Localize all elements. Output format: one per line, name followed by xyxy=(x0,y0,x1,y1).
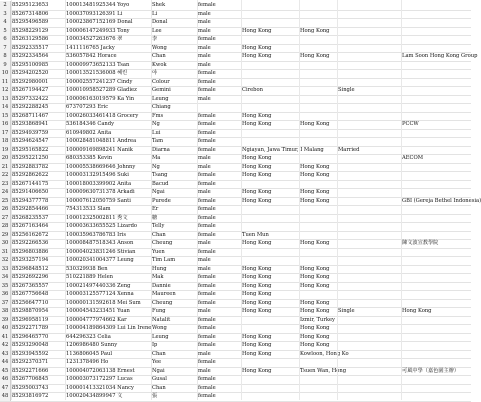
id-name-cell[interactable]: 100010958527289 Gladiez xyxy=(66,87,137,93)
surname-cell[interactable]: Tam xyxy=(152,138,164,144)
surname-cell[interactable]: Ip xyxy=(152,342,158,348)
phone-cell[interactable]: 85292862622 xyxy=(12,172,49,178)
gender-cell[interactable]: female xyxy=(198,316,216,323)
location-cell[interactable]: Hong Kong xyxy=(242,172,272,178)
row-number[interactable]: 29 xyxy=(0,231,11,240)
id-name-cell[interactable]: 100002557241237 Cindy xyxy=(66,78,133,85)
id-name-cell[interactable]: 100006147249933 Tony xyxy=(66,27,130,34)
id-name-cell[interactable]: 1411116765 Jacky xyxy=(66,44,115,51)
location-cell[interactable]: Hong Kong xyxy=(242,189,272,195)
location-cell[interactable]: Hong Kong xyxy=(242,197,272,204)
location-cell[interactable]: Hong Kong xyxy=(242,308,272,314)
row-number[interactable]: 41 xyxy=(0,333,11,342)
surname-cell[interactable]: Ng xyxy=(152,163,160,170)
row-number[interactable]: 13 xyxy=(0,95,11,104)
gender-cell[interactable]: female xyxy=(198,129,216,136)
phone-cell[interactable]: 85268711467 xyxy=(12,112,49,119)
row-number[interactable]: 21 xyxy=(0,163,11,172)
phone-cell[interactable]: 85267365557 xyxy=(12,282,49,289)
phone-cell[interactable]: 85294624547 xyxy=(12,138,49,144)
phone-cell[interactable]: 85296803886 xyxy=(12,248,49,255)
surname-cell[interactable]: Ngai xyxy=(152,367,165,374)
phone-cell[interactable]: 85292854466 xyxy=(12,206,49,212)
surname-cell[interactable]: Er xyxy=(152,206,159,212)
row-number[interactable]: 35 xyxy=(0,282,11,291)
surname-cell[interactable]: Lee xyxy=(152,27,162,34)
phone-cell[interactable]: 85291406650 xyxy=(12,189,49,195)
location-cell[interactable]: Hong Kong xyxy=(242,265,272,272)
row-number[interactable]: 31 xyxy=(0,248,11,257)
location-cell[interactable]: Hong Kong xyxy=(242,299,272,306)
column-gridline xyxy=(197,0,198,400)
surname-cell[interactable]: Shek xyxy=(152,2,166,8)
surname-cell[interactable]: Yee xyxy=(152,359,162,365)
id-name-cell[interactable]: 100012325002811 秀文 xyxy=(66,214,128,221)
gender-cell[interactable]: male xyxy=(198,308,211,314)
id-name-cell[interactable]: 100003125577124 Xenna xyxy=(66,291,134,297)
row-number[interactable]: 45 xyxy=(0,367,11,376)
phone-cell[interactable]: 85295496589 xyxy=(12,19,49,25)
gender-cell[interactable]: female xyxy=(198,206,216,212)
phone-cell[interactable]: 85267314806 xyxy=(12,10,49,17)
surname-cell[interactable]: Cheung xyxy=(152,299,173,306)
phone-cell[interactable]: 85292271789 xyxy=(12,325,49,331)
row-number[interactable]: 16 xyxy=(0,120,11,129)
row-number[interactable]: 33 xyxy=(0,265,11,274)
row-number[interactable]: 39 xyxy=(0,316,11,325)
hometown-cell[interactable]: Kowloon, Hong Ko xyxy=(300,350,349,357)
gender-cell[interactable]: male xyxy=(198,257,211,263)
id-name-cell[interactable]: 100009973652133 Tsan xyxy=(66,61,130,68)
id-name-cell[interactable]: 100026033461418 Grocery xyxy=(66,112,139,119)
gender-cell[interactable]: male xyxy=(198,163,211,170)
phone-cell[interactable]: 85292883782 xyxy=(12,163,49,170)
workplace-cell[interactable]: Hong Kong xyxy=(402,308,432,314)
gender-cell[interactable]: female xyxy=(198,180,216,187)
phone-cell[interactable]: 85295221250 xyxy=(12,155,49,161)
phone-cell[interactable]: 85292288245 xyxy=(12,104,49,110)
surname-cell[interactable]: Dannie xyxy=(152,282,171,289)
hometown-cell[interactable]: Hong Kong xyxy=(300,299,330,306)
phone-cell[interactable]: 85293816972 xyxy=(12,393,49,399)
phone-cell[interactable]: 85293290048 xyxy=(12,342,49,348)
surname-cell[interactable]: Yuen xyxy=(152,248,165,255)
id-name-cell[interactable]: 680353385 Kevin xyxy=(66,155,113,161)
id-name-cell[interactable]: 100008487518343 Anson xyxy=(66,240,134,246)
id-name-cell[interactable]: 100004189864309 Lui Lin Irene xyxy=(66,325,152,331)
hometown-cell[interactable]: Hong Kong xyxy=(300,325,330,331)
id-name-cell[interactable]: 644296323 Celia xyxy=(66,333,111,340)
gender-cell[interactable]: male xyxy=(198,61,211,68)
hometown-cell[interactable]: Izmir, Turkey xyxy=(300,316,335,323)
phone-cell[interactable]: 85292370371 xyxy=(12,359,49,365)
row-number[interactable]: 2 xyxy=(0,1,11,10)
surname-cell[interactable]: Purede xyxy=(152,197,171,204)
workplace-cell[interactable]: Lam Soon Hong Kong Group xyxy=(402,53,478,59)
row-number[interactable]: 40 xyxy=(0,324,11,333)
gender-cell[interactable]: female xyxy=(198,248,216,255)
row-number[interactable]: 10 xyxy=(0,69,11,78)
phone-cell[interactable]: 85256162672 xyxy=(12,231,49,238)
row-number[interactable]: 43 xyxy=(0,350,11,359)
hometown-cell[interactable]: Hong Kong xyxy=(300,172,330,178)
phone-cell[interactable]: 85297332422 xyxy=(12,95,49,102)
hometown-cell[interactable]: Hong Kong xyxy=(300,53,330,59)
surname-cell[interactable]: Lui xyxy=(152,129,161,136)
row-number[interactable]: 20 xyxy=(0,154,11,163)
hometown-cell[interactable]: Hong Kong xyxy=(300,197,330,204)
id-name-cell[interactable]: 100023867152169 Donal xyxy=(66,19,133,25)
workplace-cell[interactable]: 陳文波宣教學院 xyxy=(402,240,439,246)
gender-cell[interactable]: female xyxy=(198,393,216,399)
gender-cell[interactable]: male xyxy=(198,44,211,51)
surname-cell[interactable]: Chan xyxy=(152,384,166,391)
phone-cell[interactable]: 85292271666 xyxy=(12,367,49,374)
id-name-cell[interactable]: 100020434899947 文 xyxy=(66,393,123,399)
column-gridline xyxy=(65,0,66,400)
gender-cell[interactable]: male xyxy=(198,95,211,102)
location-cell[interactable]: Hong Kong xyxy=(242,240,272,246)
gender-cell[interactable]: female xyxy=(198,112,216,119)
surname-cell[interactable]: Wong xyxy=(152,325,167,331)
location-cell[interactable]: Hong Kong xyxy=(242,274,272,280)
surname-cell[interactable]: Mak xyxy=(152,274,164,280)
id-name-cell[interactable]: 100013521536008 혜린 xyxy=(66,70,128,76)
row-number[interactable]: 37 xyxy=(0,299,11,308)
row-number[interactable]: 11 xyxy=(0,78,11,87)
gender-cell[interactable]: female xyxy=(198,274,216,280)
location-cell[interactable]: Hong Kong xyxy=(242,163,272,170)
gender-cell[interactable]: female xyxy=(198,78,216,85)
surname-cell[interactable]: Fms xyxy=(152,112,164,119)
id-name-cell[interactable]: 100001413321034 Nancy xyxy=(66,384,134,391)
surname-cell[interactable]: Telly xyxy=(152,223,165,229)
row-number[interactable]: 8 xyxy=(0,52,11,61)
phone-cell[interactable]: 85267163464 xyxy=(12,223,49,229)
id-name-cell[interactable]: 100007612050759 Santi xyxy=(66,197,131,204)
row-number[interactable]: 5 xyxy=(0,27,11,36)
hometown-cell[interactable]: Hong Kong xyxy=(300,163,330,170)
id-name-cell[interactable]: 536184346 Candy xyxy=(66,121,115,127)
row-number[interactable]: 46 xyxy=(0,375,11,384)
phone-cell[interactable]: 85295003743 xyxy=(12,384,49,391)
id-name-cell[interactable]: 1206986480 Sunny xyxy=(66,342,118,348)
surname-cell[interactable]: Li xyxy=(152,10,158,17)
phone-cell[interactable]: 85293868941 xyxy=(12,121,49,127)
surname-cell[interactable]: Ng xyxy=(152,121,160,127)
location-cell[interactable]: Cirebon xyxy=(242,87,263,93)
surname-cell[interactable]: 糖 xyxy=(152,214,158,221)
workplace-cell[interactable]: AECOM xyxy=(402,155,424,161)
id-name-cell[interactable]: 610949802 Anita xyxy=(66,129,112,136)
row-number[interactable]: 26 xyxy=(0,205,11,214)
phone-cell[interactable]: 85268235537 xyxy=(12,214,49,221)
id-name-cell[interactable]: 1231378496 Ho xyxy=(66,359,109,365)
row-number[interactable]: 42 xyxy=(0,341,11,350)
gender-cell[interactable]: female xyxy=(198,291,216,297)
relationship-cell[interactable]: Married xyxy=(338,146,360,153)
gender-cell[interactable]: female xyxy=(198,231,216,238)
phone-cell[interactable]: 85294202520 xyxy=(12,70,49,76)
column-gridline xyxy=(151,0,152,400)
row-number[interactable]: 24 xyxy=(0,188,11,197)
surname-cell[interactable]: Chan xyxy=(152,231,166,238)
gender-cell[interactable]: female xyxy=(198,2,216,8)
id-name-cell[interactable]: 100018003399902 Anita xyxy=(66,180,132,187)
row-number[interactable]: 6 xyxy=(0,35,11,44)
id-name-cell[interactable]: 530329938 Ben xyxy=(66,265,108,272)
row-number[interactable]: 22 xyxy=(0,171,11,180)
workplace-cell[interactable]: GBI (Gereja Bethel Indonesia) xyxy=(402,197,481,204)
row-number[interactable]: 12 xyxy=(0,86,11,95)
location-cell[interactable]: Hong Kong xyxy=(242,112,272,119)
id-name-cell[interactable]: 100004543233451 Yuan xyxy=(66,308,130,314)
gender-cell[interactable]: male xyxy=(198,53,211,59)
location-cell[interactable]: Hong Kong xyxy=(242,121,272,127)
row-number[interactable]: 14 xyxy=(0,103,11,112)
surname-cell[interactable]: Tim Lam xyxy=(152,257,176,263)
surname-cell[interactable]: Tsang xyxy=(152,172,168,178)
gender-cell[interactable]: female xyxy=(198,376,216,382)
surname-cell[interactable]: Bacud xyxy=(152,180,169,187)
column-gridline xyxy=(299,0,300,400)
phone-cell[interactable]: 85294939759 xyxy=(12,129,49,136)
row-number[interactable]: 18 xyxy=(0,137,11,146)
gender-cell[interactable]: female xyxy=(198,333,216,340)
gender-cell[interactable]: female xyxy=(198,325,216,331)
id-name-cell[interactable]: 100004072063138 Ernest xyxy=(66,367,135,374)
id-name-cell[interactable]: 100003633655525 Lizardo xyxy=(66,223,138,229)
row-number[interactable]: 17 xyxy=(0,129,11,138)
surname-cell[interactable]: Ngai xyxy=(152,189,165,195)
gender-cell[interactable]: male xyxy=(198,19,211,25)
gender-cell[interactable]: female xyxy=(198,299,216,306)
phone-cell[interactable]: 85298870954 xyxy=(12,308,49,314)
gender-cell[interactable]: female xyxy=(198,197,216,204)
gender-cell[interactable]: male xyxy=(198,367,211,374)
surname-cell[interactable]: Wong xyxy=(152,44,167,51)
hometown-cell[interactable]: Hong Kong xyxy=(300,333,330,340)
row-number[interactable]: 23 xyxy=(0,180,11,189)
phone-cell[interactable]: 85267756648 xyxy=(12,291,49,297)
gender-cell[interactable]: female xyxy=(198,214,216,221)
id-name-cell[interactable]: 100004023831246 Stivian xyxy=(66,248,136,255)
id-name-cell[interactable]: 100005538669646 Johnny xyxy=(66,163,136,170)
row-number[interactable]: 15 xyxy=(0,112,11,121)
phone-cell[interactable]: 85295123653 xyxy=(12,2,49,8)
surname-cell[interactable]: Gusal xyxy=(152,376,167,382)
location-cell[interactable]: Hong Kong xyxy=(242,342,272,348)
row-number[interactable]: 9 xyxy=(0,61,11,70)
id-name-cell[interactable]: 1136806045 Paul xyxy=(66,350,113,357)
gender-cell[interactable]: female xyxy=(198,342,216,348)
gender-cell[interactable]: female xyxy=(198,121,216,127)
id-name-cell[interactable]: 100037093126391 Li xyxy=(66,10,123,17)
phone-cell[interactable]: 85298229129 xyxy=(12,27,49,34)
row-number[interactable]: 19 xyxy=(0,146,11,155)
id-name-cell[interactable]: 100003073172297 Lucas xyxy=(66,376,133,382)
hometown-cell[interactable]: Hong Kong xyxy=(300,240,330,246)
surname-cell[interactable]: Ma xyxy=(152,155,161,161)
phone-cell[interactable]: 85292980001 xyxy=(12,78,49,85)
row-number[interactable]: 38 xyxy=(0,307,11,316)
row-gridline xyxy=(0,401,471,402)
phone-cell[interactable]: 85295165822 xyxy=(12,146,49,153)
id-name-cell[interactable]: 100009169898241 Nanik xyxy=(66,146,133,153)
phone-cell[interactable]: 85292334564 xyxy=(12,53,49,59)
location-cell[interactable]: Hong Kong xyxy=(242,27,272,34)
workplace-cell[interactable]: PCCW xyxy=(402,121,419,127)
gender-cell[interactable]: female xyxy=(198,146,216,153)
surname-cell[interactable]: 李 xyxy=(152,36,158,42)
id-name-cell[interactable]: 100028481048811 Andrea xyxy=(66,138,137,144)
id-name-cell[interactable]: 100034527263676 翠 xyxy=(66,36,123,42)
phone-cell[interactable]: 85296958119 xyxy=(12,316,49,323)
row-number[interactable]: 3 xyxy=(0,10,11,19)
surname-cell[interactable]: Gemini xyxy=(152,87,171,93)
row-number[interactable]: 7 xyxy=(0,44,11,53)
gender-cell[interactable]: male xyxy=(198,265,211,272)
row-number[interactable]: 4 xyxy=(0,18,11,27)
phone-cell[interactable]: 85293257194 xyxy=(12,257,49,263)
surname-cell[interactable]: 張 xyxy=(152,393,158,399)
gender-cell[interactable]: female xyxy=(198,384,216,391)
location-cell[interactable]: Hong Kong xyxy=(242,44,272,51)
row-number[interactable]: 48 xyxy=(0,392,11,401)
gender-cell[interactable]: male xyxy=(198,189,211,195)
column-gridline xyxy=(11,0,12,400)
id-name-cell[interactable]: 673707293 Eric xyxy=(66,104,109,110)
row-number[interactable]: 36 xyxy=(0,290,11,299)
id-name-cell[interactable]: 100020341004377 Leung xyxy=(66,257,134,263)
id-name-cell[interactable]: 100004777974662 Kar xyxy=(66,316,127,323)
phone-cell[interactable]: 85293945592 xyxy=(12,350,49,357)
location-cell[interactable]: Hong Kong xyxy=(242,350,272,357)
gender-cell[interactable]: female xyxy=(198,223,216,229)
phone-cell[interactable]: 85294377778 xyxy=(12,197,49,204)
row-number[interactable]: 47 xyxy=(0,384,11,393)
hometown-cell[interactable]: Hong Kong xyxy=(300,265,330,272)
phone-cell[interactable]: 85267194427 xyxy=(12,87,49,93)
location-cell[interactable]: Hong Kong xyxy=(242,53,272,59)
phone-cell[interactable]: 85292335517 xyxy=(12,44,49,51)
phone-cell[interactable]: 85296465770 xyxy=(12,333,49,340)
workplace-cell[interactable]: 可風中學（嘉色園主辦） xyxy=(402,367,460,374)
row-number[interactable]: 34 xyxy=(0,273,11,282)
id-name-cell[interactable]: 510221889 Helen xyxy=(66,274,114,280)
id-name-cell[interactable]: 100006163019579 Ka Yin xyxy=(66,95,135,102)
hometown-cell[interactable]: Hong Kong xyxy=(300,274,330,280)
gender-cell[interactable]: male xyxy=(198,27,211,34)
surname-cell[interactable]: Chiang xyxy=(152,104,171,110)
hometown-cell[interactable]: Tsuen Wan, Hong xyxy=(300,367,347,374)
location-cell[interactable]: Hong Kong xyxy=(242,155,272,161)
phone-cell[interactable]: 85295100985 xyxy=(12,61,49,68)
location-cell[interactable]: Ngiayan, Jawa Timur, I Malang xyxy=(242,146,324,153)
column-gridline xyxy=(401,0,402,400)
phone-cell[interactable]: 85292266536 xyxy=(12,240,49,246)
hometown-cell[interactable]: Hong Kong xyxy=(300,308,330,314)
hometown-cell[interactable]: Hong Kong xyxy=(300,342,330,348)
gender-cell[interactable]: female xyxy=(198,359,216,365)
surname-cell[interactable]: Colour xyxy=(152,78,170,85)
location-cell[interactable]: Hong Kong xyxy=(242,282,272,289)
surname-cell[interactable]: Diarna xyxy=(152,146,170,153)
relationship-cell[interactable]: Single xyxy=(338,87,355,93)
location-cell[interactable]: Hong Kong xyxy=(242,333,272,340)
gender-cell[interactable]: female xyxy=(198,87,216,93)
row-number[interactable]: 27 xyxy=(0,214,11,223)
hometown-cell[interactable]: Hong Kong xyxy=(300,27,330,34)
id-name-cell[interactable]: 100013481925344 Yoyo xyxy=(66,2,130,8)
gender-cell[interactable]: male xyxy=(198,240,211,246)
gender-cell[interactable]: female xyxy=(198,70,216,76)
phone-cell[interactable]: 85263129586 xyxy=(12,36,49,42)
row-number[interactable]: 28 xyxy=(0,222,11,231)
surname-cell[interactable]: Fung xyxy=(152,308,166,314)
phone-cell[interactable]: 85267706845 xyxy=(12,376,49,382)
id-name-cell[interactable]: 100009630731378 Arkadi xyxy=(66,189,135,195)
phone-cell[interactable]: 85256647710 xyxy=(12,299,49,306)
surname-cell[interactable]: Maureen xyxy=(152,291,176,297)
surname-cell[interactable]: Donal xyxy=(152,19,168,25)
gender-cell[interactable]: male xyxy=(198,155,211,161)
surname-cell[interactable]: Kwok xyxy=(152,61,167,68)
hometown-cell[interactable]: Hong Kong xyxy=(300,121,330,127)
phone-cell[interactable]: 85296848512 xyxy=(12,265,49,272)
row-number[interactable]: 25 xyxy=(0,197,11,206)
surname-cell[interactable]: Chan xyxy=(152,350,166,357)
surname-cell[interactable]: Cheung xyxy=(152,240,173,246)
gender-cell[interactable]: male xyxy=(198,10,211,17)
surname-cell[interactable]: Leung xyxy=(152,95,169,102)
hometown-cell[interactable]: Hong Kong xyxy=(300,282,330,289)
gender-cell[interactable]: female xyxy=(198,138,216,144)
id-name-cell[interactable]: 536057842 Horace xyxy=(66,53,117,59)
id-name-cell[interactable]: 100021497440336 Zeng xyxy=(66,282,131,289)
surname-cell[interactable]: Leung xyxy=(152,333,169,340)
id-name-cell[interactable]: 100035963786783 Iris xyxy=(66,231,127,238)
id-name-cell[interactable]: 100000131592618 Mei Sum xyxy=(66,299,141,306)
gender-cell[interactable]: female xyxy=(198,282,216,289)
surname-cell[interactable]: Chan xyxy=(152,53,166,59)
hometown-cell[interactable]: Hong Kong xyxy=(300,189,330,195)
gender-cell[interactable]: female xyxy=(198,172,216,178)
column-gridline xyxy=(241,0,242,400)
surname-cell[interactable]: Natalit xyxy=(152,316,171,323)
row-number[interactable]: 32 xyxy=(0,256,11,265)
location-cell[interactable]: Hong Kong xyxy=(242,367,272,374)
location-cell[interactable]: Hong Kong xyxy=(242,291,272,297)
id-name-cell[interactable]: 754313533 Slam xyxy=(66,206,111,212)
row-number[interactable]: 44 xyxy=(0,358,11,367)
phone-cell[interactable]: 85292692296 xyxy=(12,274,49,280)
location-cell[interactable]: Tuen Mun xyxy=(242,231,269,238)
surname-cell[interactable]: 야 xyxy=(152,70,158,76)
phone-cell[interactable]: 85267144175 xyxy=(12,180,49,187)
column-gridline xyxy=(337,0,338,400)
gender-cell[interactable]: male xyxy=(198,350,211,357)
relationship-cell[interactable]: Single xyxy=(338,308,355,314)
surname-cell[interactable]: Hung xyxy=(152,265,167,272)
gender-cell[interactable]: female xyxy=(198,36,216,42)
row-number[interactable]: 30 xyxy=(0,239,11,248)
id-name-cell[interactable]: 100003132915496 Suki xyxy=(66,172,129,178)
